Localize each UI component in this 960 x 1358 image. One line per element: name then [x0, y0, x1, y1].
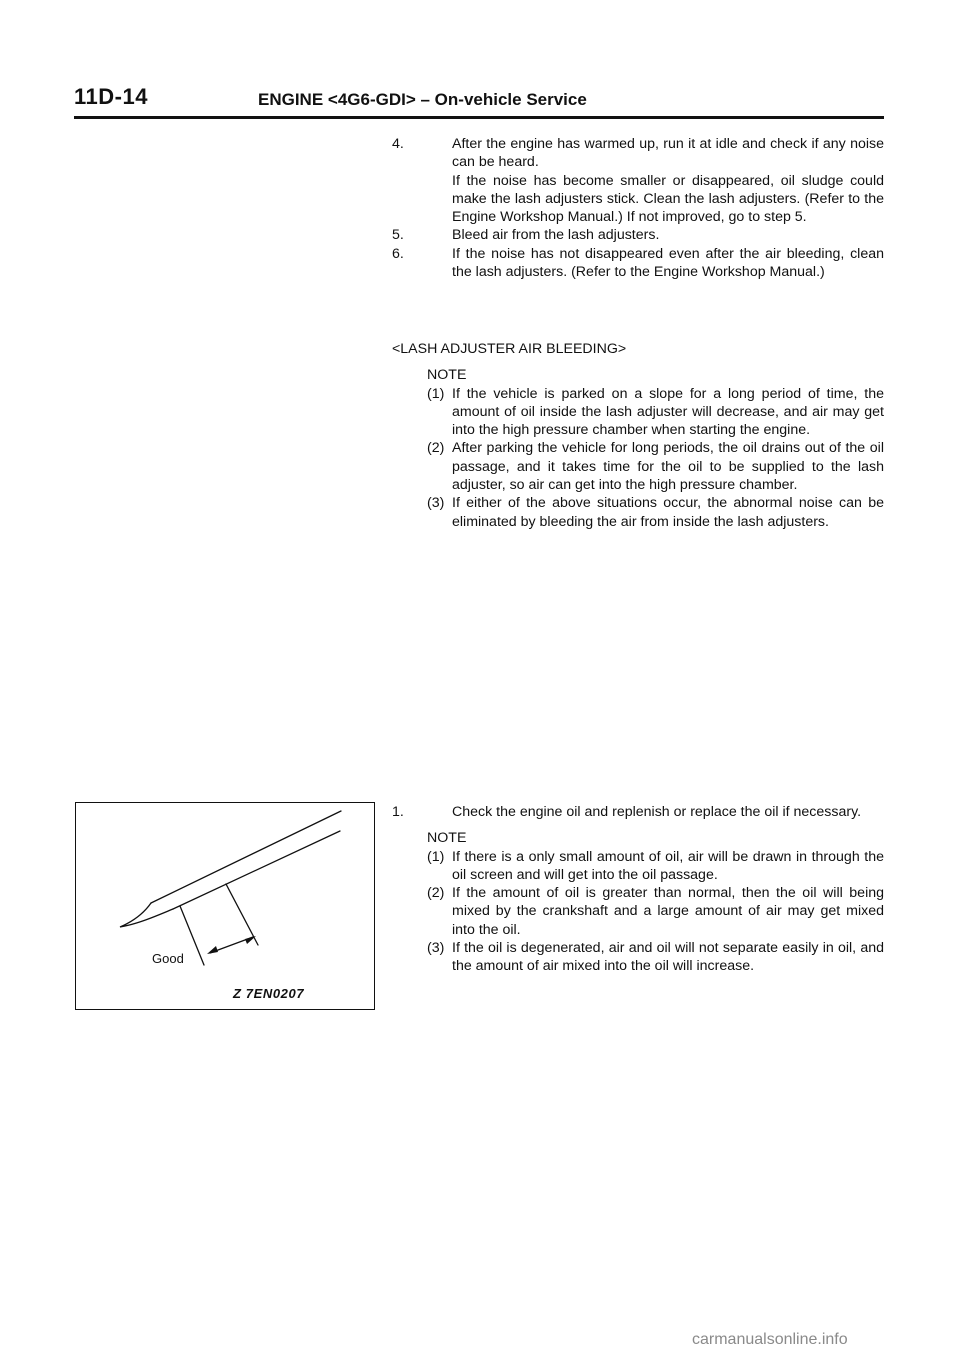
step-number: 6.	[392, 245, 404, 262]
step-text: Bleed air from the lash adjusters.	[452, 227, 660, 244]
range-arrow-head-left	[207, 946, 218, 954]
note-number: (3)	[427, 495, 445, 512]
note-text: If the vehicle is parked on a slope for a long period of time, the amount of oil inside the lash adjuster will decrease, and air may get into the high pressure chamber when starting the engine.	[452, 385, 884, 439]
upper-mark-line	[226, 884, 258, 945]
note-item	[392, 385, 884, 440]
dipstick-lower-edge	[173, 831, 340, 909]
note-item	[392, 939, 884, 976]
section-heading: <LASH ADJUSTER AIR BLEEDING>	[392, 341, 627, 357]
note-label: NOTE	[427, 367, 467, 384]
step-1	[392, 803, 884, 821]
dipstick-upper-edge	[151, 811, 341, 903]
note-text: If the oil is degenerated, air and oil will not separate easily in oil, and the amount of air mixed into the oil will increase.	[452, 940, 884, 975]
note-number: (1)	[427, 848, 445, 865]
dipstick-illustration	[76, 803, 376, 1011]
step-number: 5.	[392, 227, 404, 244]
step-number: 1.	[392, 804, 404, 820]
air-bleeding-section	[392, 340, 884, 531]
dipstick-tip	[120, 903, 173, 927]
note-text: After parking the vehicle for long periods, the oil drains out of the oil passage, and it takes time for the oil to be supplied to the lash adjuster, so air can get into the high pressure chamber.	[452, 440, 884, 494]
note-text: If the amount of oil is greater than normal, then the oil will being mixed by the crankshaft and a large amount of air may get mixed into the oil.	[452, 885, 884, 938]
note-number: (1)	[427, 385, 445, 402]
page-header-title: ENGINE <4G6-GDI> – On-vehicle Service	[258, 90, 587, 109]
page-header-code: 11D-14	[74, 84, 148, 109]
note-item	[392, 884, 884, 939]
oil-check-section	[392, 803, 884, 976]
note-number: (2)	[427, 885, 445, 902]
figure-label-good: Good	[152, 951, 184, 966]
note-text: If either of the above situations occur, the abnormal noise can be eliminated by bleeding the air from inside the lash adjusters.	[452, 495, 884, 530]
note-label: NOTE	[427, 830, 467, 847]
step-text: If the noise has become smaller or disappeared, oil sludge could make the lash adjusters stick. Clean the lash adjusters. (Refer to the Engine Workshop Manual.) If not improved, go to step 5.	[452, 172, 884, 226]
range-arrow-head-right	[245, 936, 256, 944]
step-text: If the noise has not disappeared even after the air bleeding, clean the lash adjusters. (Refer to the Engine Workshop Manual.)	[452, 245, 884, 281]
step-text: Check the engine oil and replenish or replace the oil if necessary.	[452, 804, 862, 820]
step-4	[392, 135, 884, 226]
figure-code: Z 7EN0207	[233, 986, 305, 1001]
step-6	[392, 245, 884, 282]
step-number: 4.	[392, 136, 404, 152]
note-number: (3)	[427, 940, 445, 957]
step-text: After the engine has warmed up, run it at idle and check if any noise can be heard.	[452, 136, 884, 171]
note-item	[392, 439, 884, 494]
noise-check-steps	[392, 135, 884, 281]
watermark-text: carmanualsonline.info	[692, 1331, 848, 1348]
note-item	[392, 494, 884, 531]
step-5	[392, 226, 884, 244]
note-text: If there is a only small amount of oil, air will be drawn in through the oil screen and will get into the oil passage.	[452, 848, 884, 883]
note-item	[392, 848, 884, 885]
header-rule	[74, 116, 884, 119]
dipstick-figure	[75, 802, 375, 1010]
note-number: (2)	[427, 440, 445, 457]
